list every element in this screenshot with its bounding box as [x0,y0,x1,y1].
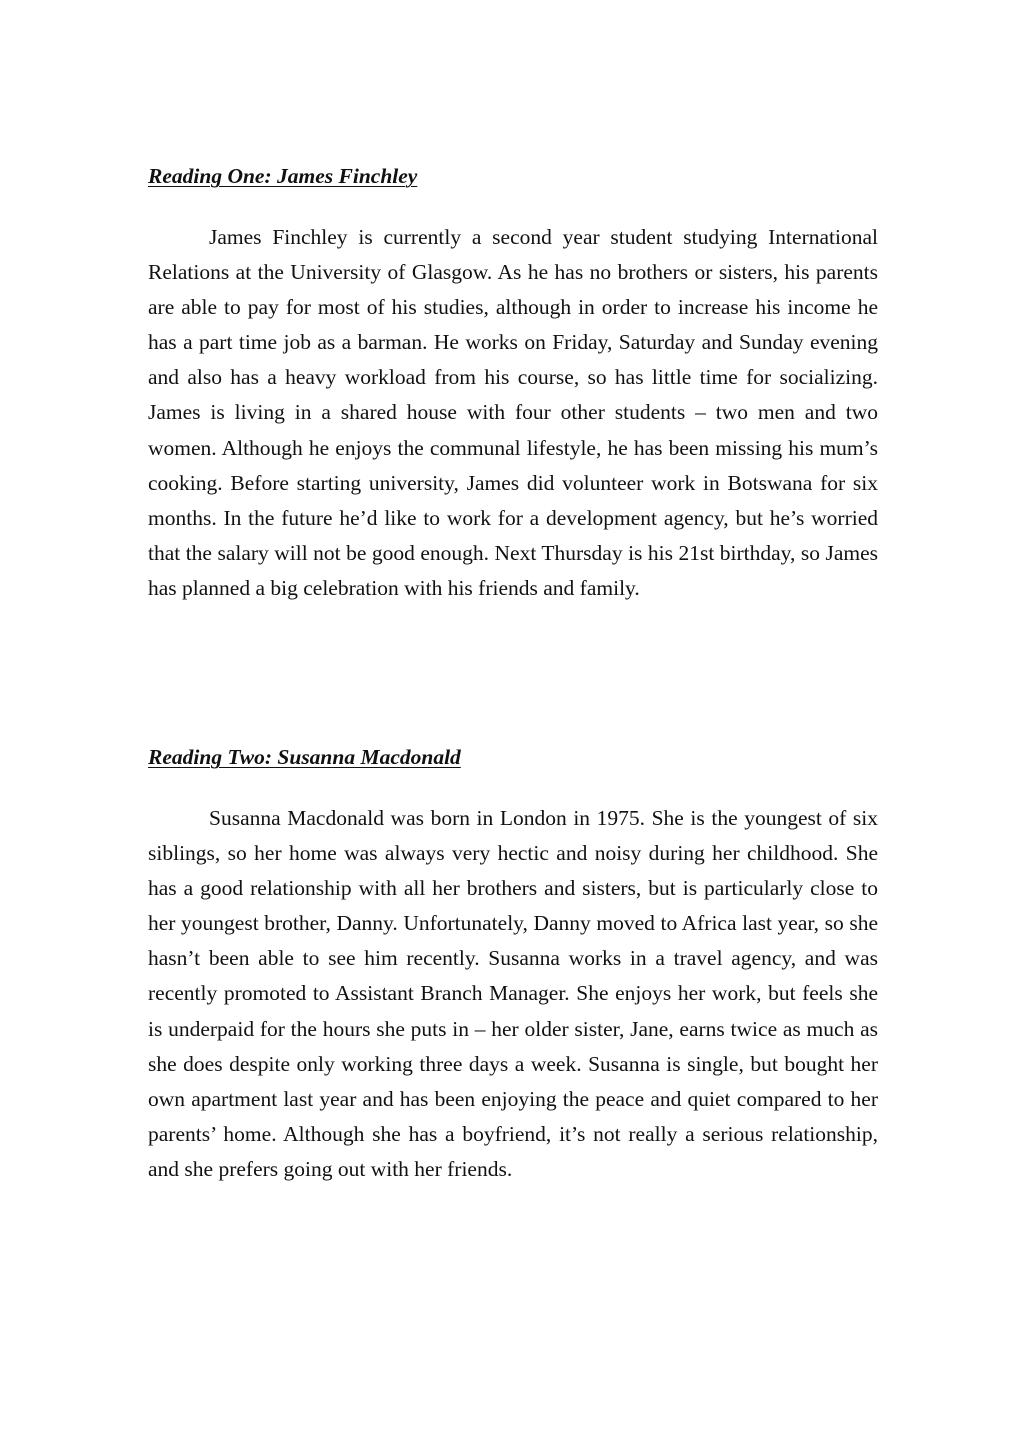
reading-two-title: Reading Two: Susanna Macdonald [148,745,461,769]
reading-one-title: Reading One: James Finchley [148,164,418,188]
reading-two-body: Susanna Macdonald was born in London in 1975. She is the youngest of six siblings, so her home was always very hectic and noisy during her childhood. She has a good relationship with all her brothers and sisters, but is particularly close to her youngest brother, Danny. Unfortunately, Danny moved to Africa last year, so she hasn’t been able to see him recently. Susanna works in a travel agency, and was recently promoted to Assistant Branch Manager. She enjoys her work, but feels she is underpaid for the hours she puts in – her older sister, Jane, earns twice as much as she does despite only working three days a week. Susanna is single, but bought her own apartment last year and has been enjoying the peace and quiet compared to her parents’ home. Although she has a boyfriend, it’s not really a serious relationship, and she prefers going out with her friends. [148,806,878,1181]
reading-one-body: James Finchley is currently a second year student studying International Relations at the University of Glasgow. As he has no brothers or sisters, his parents are able to pay for most of his studies, although in order to increase his income he has a part time job as a barman. He works on Friday, Saturday and Sunday evening and also has a heavy workload from his course, so has little time for socializing. James is living in a shared house with four other students – two men and two women. Although he enjoys the communal lifestyle, he has been missing his mum’s cooking. Before starting university, James did volunteer work in Botswana for six months. In the future he’d like to work for a development agency, but he’s worried that the salary will not be good enough. Next Thursday is his 21st birthday, so James has planned a big celebration with his friends and family. [148,225,878,600]
